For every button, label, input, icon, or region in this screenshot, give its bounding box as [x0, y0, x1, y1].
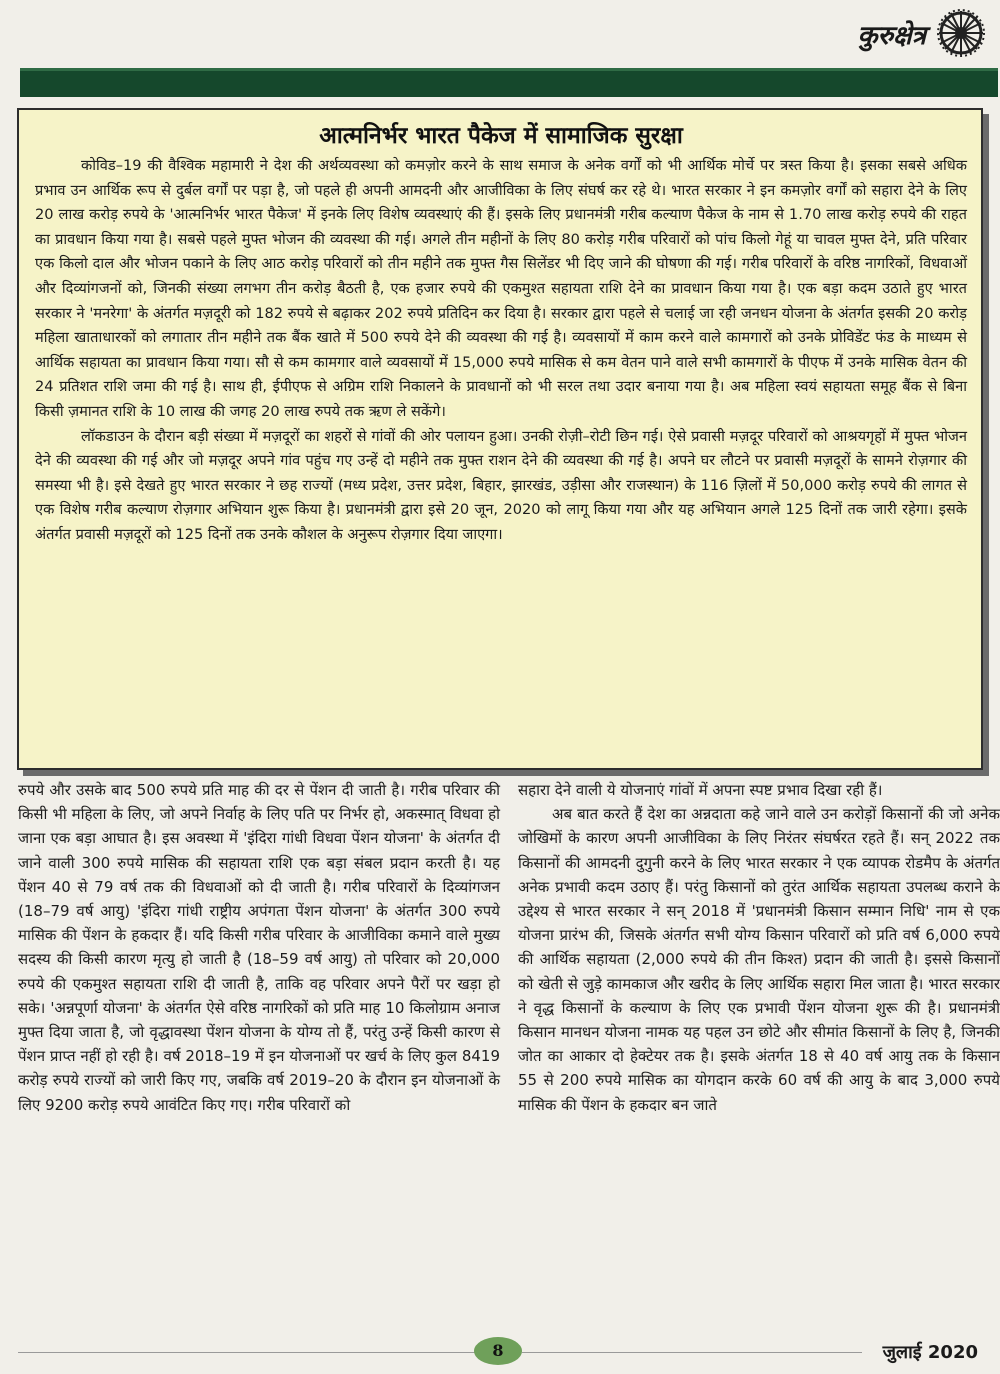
highlight-box — [17, 108, 983, 770]
footer-rule-left — [18, 1352, 476, 1353]
right-column-para-2: अब बात करते हैं देश का अन्नदाता कहे जाने वाले उन करोड़ों किसानों की जो अनेक जोखिमों के कारण अपनी आजीविका के लिए निरंतर संघर्षरत रहते हैं। सन् 2022 तक किसानों की आमदनी दुगुनी करने के लिए भारत सरकार ने एक व्यापक रोडमैप के अंतर्गत अनेक प्रभावी कदम उठाए हैं। परंतु किसानों को तुरंत आर्थिक सहायता उपलब्ध कराने के उद्देश्य से भारत सरकार ने सन् 2018 में 'प्रधानमंत्री किसान सम्मान निधि' नाम से एक योजना प्रारंभ की, जिसके अंतर्गत सभी योग्य किसान परिवारों को प्रति वर्ष 6,000 रुपये की आर्थिक सहायता (2,000 रुपये की तीन किश्त) प्रदान की जाती है। इससे किसानों को खेती से जुड़े कामकाज और खरीद के लिए आर्थिक सहारा मिल जाता है। भारत सरकार ने वृद्ध किसानों के कल्याण के लिए एक प्रभावी पेंशन योजना शुरू की है। प्रधानमंत्री किसान मानधन योजना नामक यह पहल उन छोटे और सीमांत किसानों के लिए है, जिनकी जोत का आकार दो हेक्टेयर तक है। इसके अंतर्गत 18 से 40 वर्ष आयु तक के किसान 55 से 200 रुपये मासिक का योगदान करके 60 वर्ष की आयु के बाद 3,000 रुपये मासिक की पेंशन के हकदार बन जाते — [518, 805, 1000, 1114]
header-band — [20, 68, 998, 97]
box-title: आत्मनिर्भर भारत पैकेज में सामाजिक सुरक्षा — [319, 123, 683, 149]
article-columns — [18, 778, 1000, 1330]
box-paragraph-1: कोविड–19 की वैश्विक महामारी ने देश की अर्थव्यवस्था को कमज़ोर करने के साथ समाज के अनेक वर्गों को भी आर्थिक मोर्चे पर त्रस्त किया है। इसका सबसे अधिक प्रभाव उन आर्थिक रूप से दुर्बल वर्गों पर पड़ा है, जो पहले ही अपनी आमदनी और आजीविका के लिए संघर्ष कर रहे थे। भारत सरकार ने इन कमज़ोर वर्गों को सहारा देने के लिए 20 लाख करोड़ रुपये के 'आत्मनिर्भर भारत पैकेज' में इनके लिए विशेष व्यवस्थाएं की हैं। इसके लिए प्रधानमंत्री गरीब कल्याण पैकेज के नाम से 1.70 लाख करोड़ रुपये की राहत का प्रावधान किया गया है। सबसे पहले मुफ्त भोजन की व्यवस्था की गई। अगले तीन महीनों के लिए 80 करोड़ गरीब परिवारों को पांच किलो गेहूं या चावल मुफ्त देने, प्रति परिवार एक किलो दाल और भोजन पकाने के लिए आठ करोड़ परिवारों को तीन महीने तक मुफ्त गैस सिलेंडर भी दिए जाने की घोषणा की गई। गरीब परिवारों के वरिष्ठ नागरिकों, विधवाओं और दिव्यांगजनों को, जिनकी संख्या लगभग तीन करोड़ बैठती है, एक हजार रुपये की एकमुश्त सहायता राशि देने का प्रावधान किया गया है। एक बड़ा कदम उठाते हुए भारत सरकार ने 'मनरेगा' के अंतर्गत मज़दूरी को 182 रुपये से बढ़ाकर 202 रुपये प्रतिदिन कर दिया है। सरकार द्वारा पहले से चलाई जा रही जनधन योजना के अंतर्गत इसकी 20 करोड़ महिला खाताधारकों को लगातार तीन महीने तक बैंक खाते में 500 रुपये देने की व्यवस्था की गई है। व्यवसायों में काम करने वाले कामगारों को उनके प्रोविडेंट फंड के माध्यम से आर्थिक सहायता का प्रावधान किया गया। सौ से कम कामगार वाले व्यवसायों में 15,000 रुपये मासिक से कम वेतन पाने वाले सभी कामगारों के पीएफ में उनके मासिक वेतन की 24 प्रतिशत राशि जमा की गई है। साथ ही, ईपीएफ से अग्रिम राशि निकालने के प्रावधानों को भी सरल तथा उदार बनाया गया है। अब महिला स्वयं सहायता समूह बैंक से बिना किसी ज़मानत राशि के 10 लाख की जगह 20 लाख रुपये तक ऋण ले सकेंगे। — [35, 157, 967, 420]
magazine-logo: कुरुक्षेत्र — [857, 21, 926, 51]
right-column — [518, 778, 1000, 1117]
box-paragraph-2: लॉकडाउन के दौरान बड़ी संख्या में मज़दूरों का शहरों से गांवों की ओर पलायन हुआ। उनकी रोज़ी–रोटी छिन गई। ऐसे प्रवासी मज़दूर परिवारों को आश्रयगृहों में मुफ्त भोजन देने की व्यवस्था की गई और जो मज़दूर अपने गांव पहुंच गए उन्हें दो महीने तक मुफ्त राशन देने की व्यवस्था की गई है। अपने घर लौटने पर प्रवासी मज़दूरों के सामने रोज़गार की समस्या भी है। इसे देखते हुए भारत सरकार ने छह राज्यों (मध्य प्रदेश, उत्तर प्रदेश, बिहार, झारखंड, उड़ीसा और राजस्थान) के 116 ज़िलों में 50,000 करोड़ रुपये की लागत से एक विशेष गरीब कल्याण रोज़गार अभियान शुरू किया है। प्रधानमंत्री द्वारा इसे 20 जून, 2020 को लागू किया गया और यह अभियान अगले 125 दिनों तक जारी रहेगा। इसके अंतर्गत प्रवासी मज़दूरों को 125 दिनों तक उनके कौशल के अनुरूप रोज़गार दिया जाएगा। — [35, 427, 967, 543]
footer-rule-right — [522, 1352, 862, 1353]
page-number: 8 — [474, 1337, 522, 1365]
left-column — [18, 778, 500, 1117]
chakra-emblem-icon — [936, 8, 986, 58]
issue-date: जुलाई 2020 — [882, 1342, 978, 1363]
masthead — [786, 6, 986, 58]
right-column-para-1: सहारा देने वाली ये योजनाएं गांवों में अपना स्पष्ट प्रभाव दिखा रही हैं। — [518, 781, 883, 799]
left-column-text: रुपये और उसके बाद 500 रुपये प्रति माह की दर से पेंशन दी जाती है। गरीब परिवार की किसी भी महिला के लिए, जो अपने निर्वाह के लिए पति पर निर्भर हो, अकस्मात् विधवा हो जाना एक बड़ा आघात है। इस अवस्था में 'इंदिरा गांधी विधवा पेंशन योजना' के अंतर्गत दी जाने वाली 300 रुपये मासिक की सहायता राशि एक बड़ा संबल प्रदान करती है। यह पेंशन 40 से 79 वर्ष तक की विधवाओं को दी जाती है। गरीब परिवारों के दिव्यांगजन (18–79 वर्ष आयु) 'इंदिरा गांधी राष्ट्रीय अपंगता पेंशन योजना' के अंतर्गत 300 रुपये मासिक की पेंशन के हकदार हैं। यदि किसी गरीब परिवार के आजीविका कमाने वाले मुख्य सदस्य की किसी कारण मृत्यु हो जाती है (18–59 वर्ष आयु) तो परिवार को 20,000 रुपये की एकमुश्त सहायता राशि दी जाती है, ताकि वह परिवार अपने पैरों पर खड़ा हो सके। 'अन्नपूर्णा योजना' के अंतर्गत ऐसे वरिष्ठ नागरिकों को प्रति माह 10 किलोग्राम अनाज मुफ्त दिया जाता है, जो वृद्धावस्था पेंशन योजना के योग्य तो हैं, परंतु उन्हें किसी कारण से पेंशन प्राप्त नहीं हो रही है। वर्ष 2018–19 में इन योजनाओं पर खर्च के लिए कुल 8419 करोड़ रुपये राज्यों को जारी किए गए, जबकि वर्ष 2019–20 के दौरान इन योजनाओं के लिए 9200 करोड़ रुपये आवंटित किए गए। गरीब परिवारों को — [18, 781, 500, 1114]
